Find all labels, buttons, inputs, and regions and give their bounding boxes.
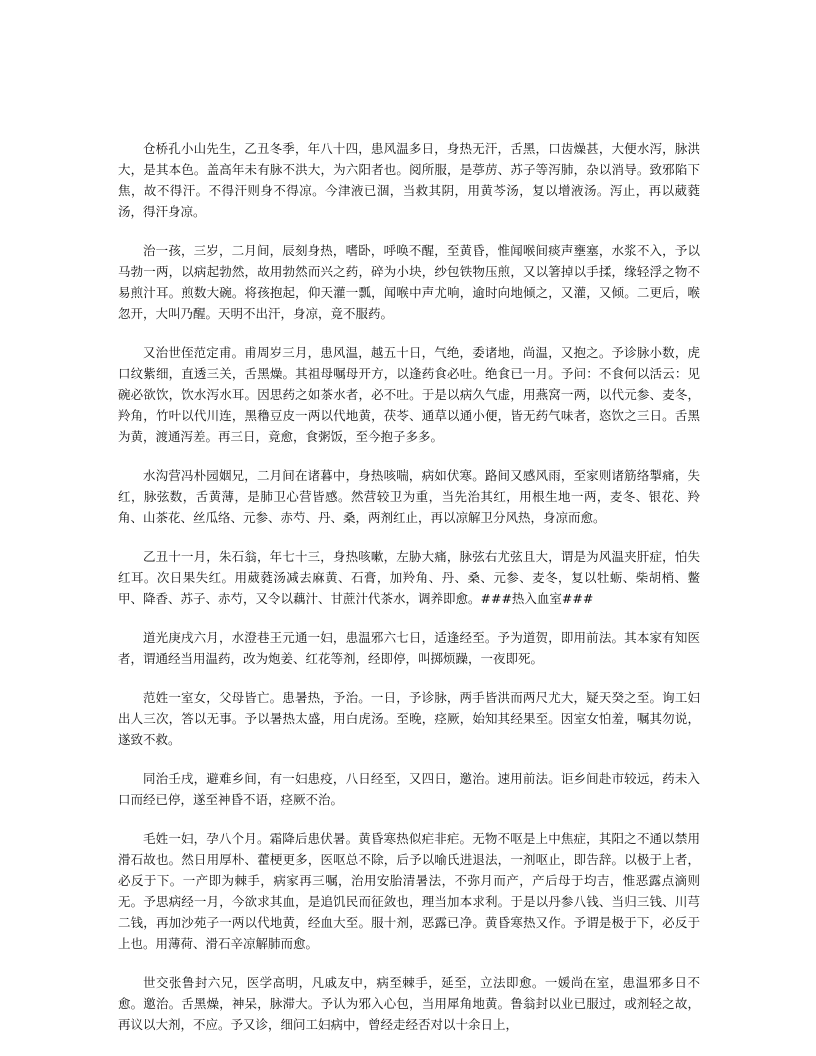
paragraph: 水沟营冯朴园姻兄，二月间在诸暮中，身热咳喘，病如伏寒。路间又感风雨，至家则诸筋络掣痛，失红，脉弦数，舌黄薄，是肺卫心营皆感。然营较卫为重，当先治其红，用根生地一两，麦冬、银花、羚角、山茶花、丝瓜络、元参、赤芍、丹、桑，两剂红止，再以凉解卫分风热，身凉而愈。 bbox=[118, 468, 700, 525]
paragraph: 道光庚戌六月，水澄巷王元通一妇，患温邪六七日，适逢经至。予为道贺，即用前法。其本家有知医者，谓通经当用温药，改为炮姜、红花等剂，经即停，叫掷烦躁，一夜即死。 bbox=[118, 630, 700, 666]
paragraph: 世交张鲁封六兄，医学高明，凡戚友中，病至棘手，延至，立法即愈。一媛尚在室，患温邪多日不愈。邀治。舌黑燥，神呆，脉滞大。予认为邪入心包，当用犀角地黄。鲁翁封以业已服过，或剂轻之故，再议以大剂，不应。予又诊，细问工妇病中，曾经走经否对以十余日上， bbox=[118, 975, 700, 1032]
paragraph: 仓桥孔小山先生，乙丑冬季，年八十四，患风温多日，身热无汗，舌黑，口齿燥甚，大便水泻，脉洪大，是其本色。盖高年未有脉不洪大，为六阳者也。阅所服，是葶苈、苏子等泻肺，杂以消导。致邪陷下焦，故不得汗。不得汗则身不得凉。今津液已涸，当救其阴，用黄芩汤，复以增液汤。泻止，再以葳蕤汤，得汗身凉。 bbox=[118, 141, 700, 219]
paragraph: 又治世侄范定甫。甫周岁三月，患风温，越五十日，气绝，委诸地，尚温，又抱之。予诊脉小数，虎口纹紫细，直透三关，舌黑燥。其祖母嘱母开方，以逢药食必吐。绝食已一月。予问：不食何以活云：见碗必欲饮，饮水泻水耳。因思药之如茶水者，必不吐。于是以病久气虚，用燕窝一两，以代元参、麦冬，羚角，竹叶以代川连，黑穞豆皮一两以代地黄，茯苓、通草以通小便，皆无药气味者，恣饮之三日。舌黑为黄，渡通泻差。再三日，竟愈，食粥饭，至今抱子多多。 bbox=[118, 345, 700, 444]
paragraph: 乙丑十一月，朱石翁，年七十三，身热咳嗽，左胁大痛，脉弦右尤弦且大，谓是为风温夹肝症，怕失红耳。次日果失红。用葳蕤汤减去麻黄、石膏，加羚角、丹、桑、元参、麦冬，复以牡蛎、柴胡梢、鳖甲、降香、苏子、赤芍，又令以藕汁、甘蔗汁代茶水，调养即愈。###热入血室### bbox=[118, 549, 700, 606]
document-page bbox=[118, 138, 700, 1053]
paragraph: 范姓一室女，父母皆亡。患暑热，予治。一日，予诊脉，两手皆洪而两尺尤大，疑天癸之至。询工妇出人三次，答以无事。予以暑热太盛，用白虎汤。至晚，痉厥，始知其经果至。因室女怕羞，嘱其勿说，遂致不救。 bbox=[118, 690, 700, 747]
paragraph: 同治壬戌，避难乡间，有一妇患疫，八日经至，又四日，邀治。速用前法。讵乡间赴市较远，药未入口而经已停，遂至神昏不语，痉厥不治。 bbox=[118, 771, 700, 807]
paragraph: 治一孩，三岁，二月间，辰刻身热，嗜卧，呼唤不醒，至黄昏，惟闻喉间痰声壅塞，水浆不入，予以马勃一两，以病起勃然，故用勃然而兴之药，碎为小块，纱包铁物压煎，又以箸掉以手揉，缘轻浮之物不易煎汁耳。煎数大碗。将孩抱起，仰天灌一瓢，闻喉中声尤响，逾时向地倾之，又灌，又倾。二更后，喉忽开，大叫乃醒。天明不出汗，身凉，竟不服药。 bbox=[118, 243, 700, 321]
paragraph: 毛姓一妇，孕八个月。霜降后患伏暑。黄昏寒热似疟非疟。无物不呕是上中焦症，其阳之不通以禁用滑石故也。然日用厚朴、藿梗更多，医呕总不除，后予以喻氏进退法，一剂呕止，即告辞。以极于上者，必反于下。一产即为棘手，病家再三嘱，治用安胎清暑法，不弥月而产，产后母于均吉，惟恶露点滴则无。予思病经一月，今欲求其血，是追饥民而征敛也，理当加本求利。于是以丹参八钱、当归三钱、川芎二钱，再加沙苑子一两以代地黄，经血大至。服十剂，恶露已净。黄昏寒热又作。予谓是极于下，必反于上也。用薄荷、滑石辛凉解肺而愈。 bbox=[118, 831, 700, 951]
